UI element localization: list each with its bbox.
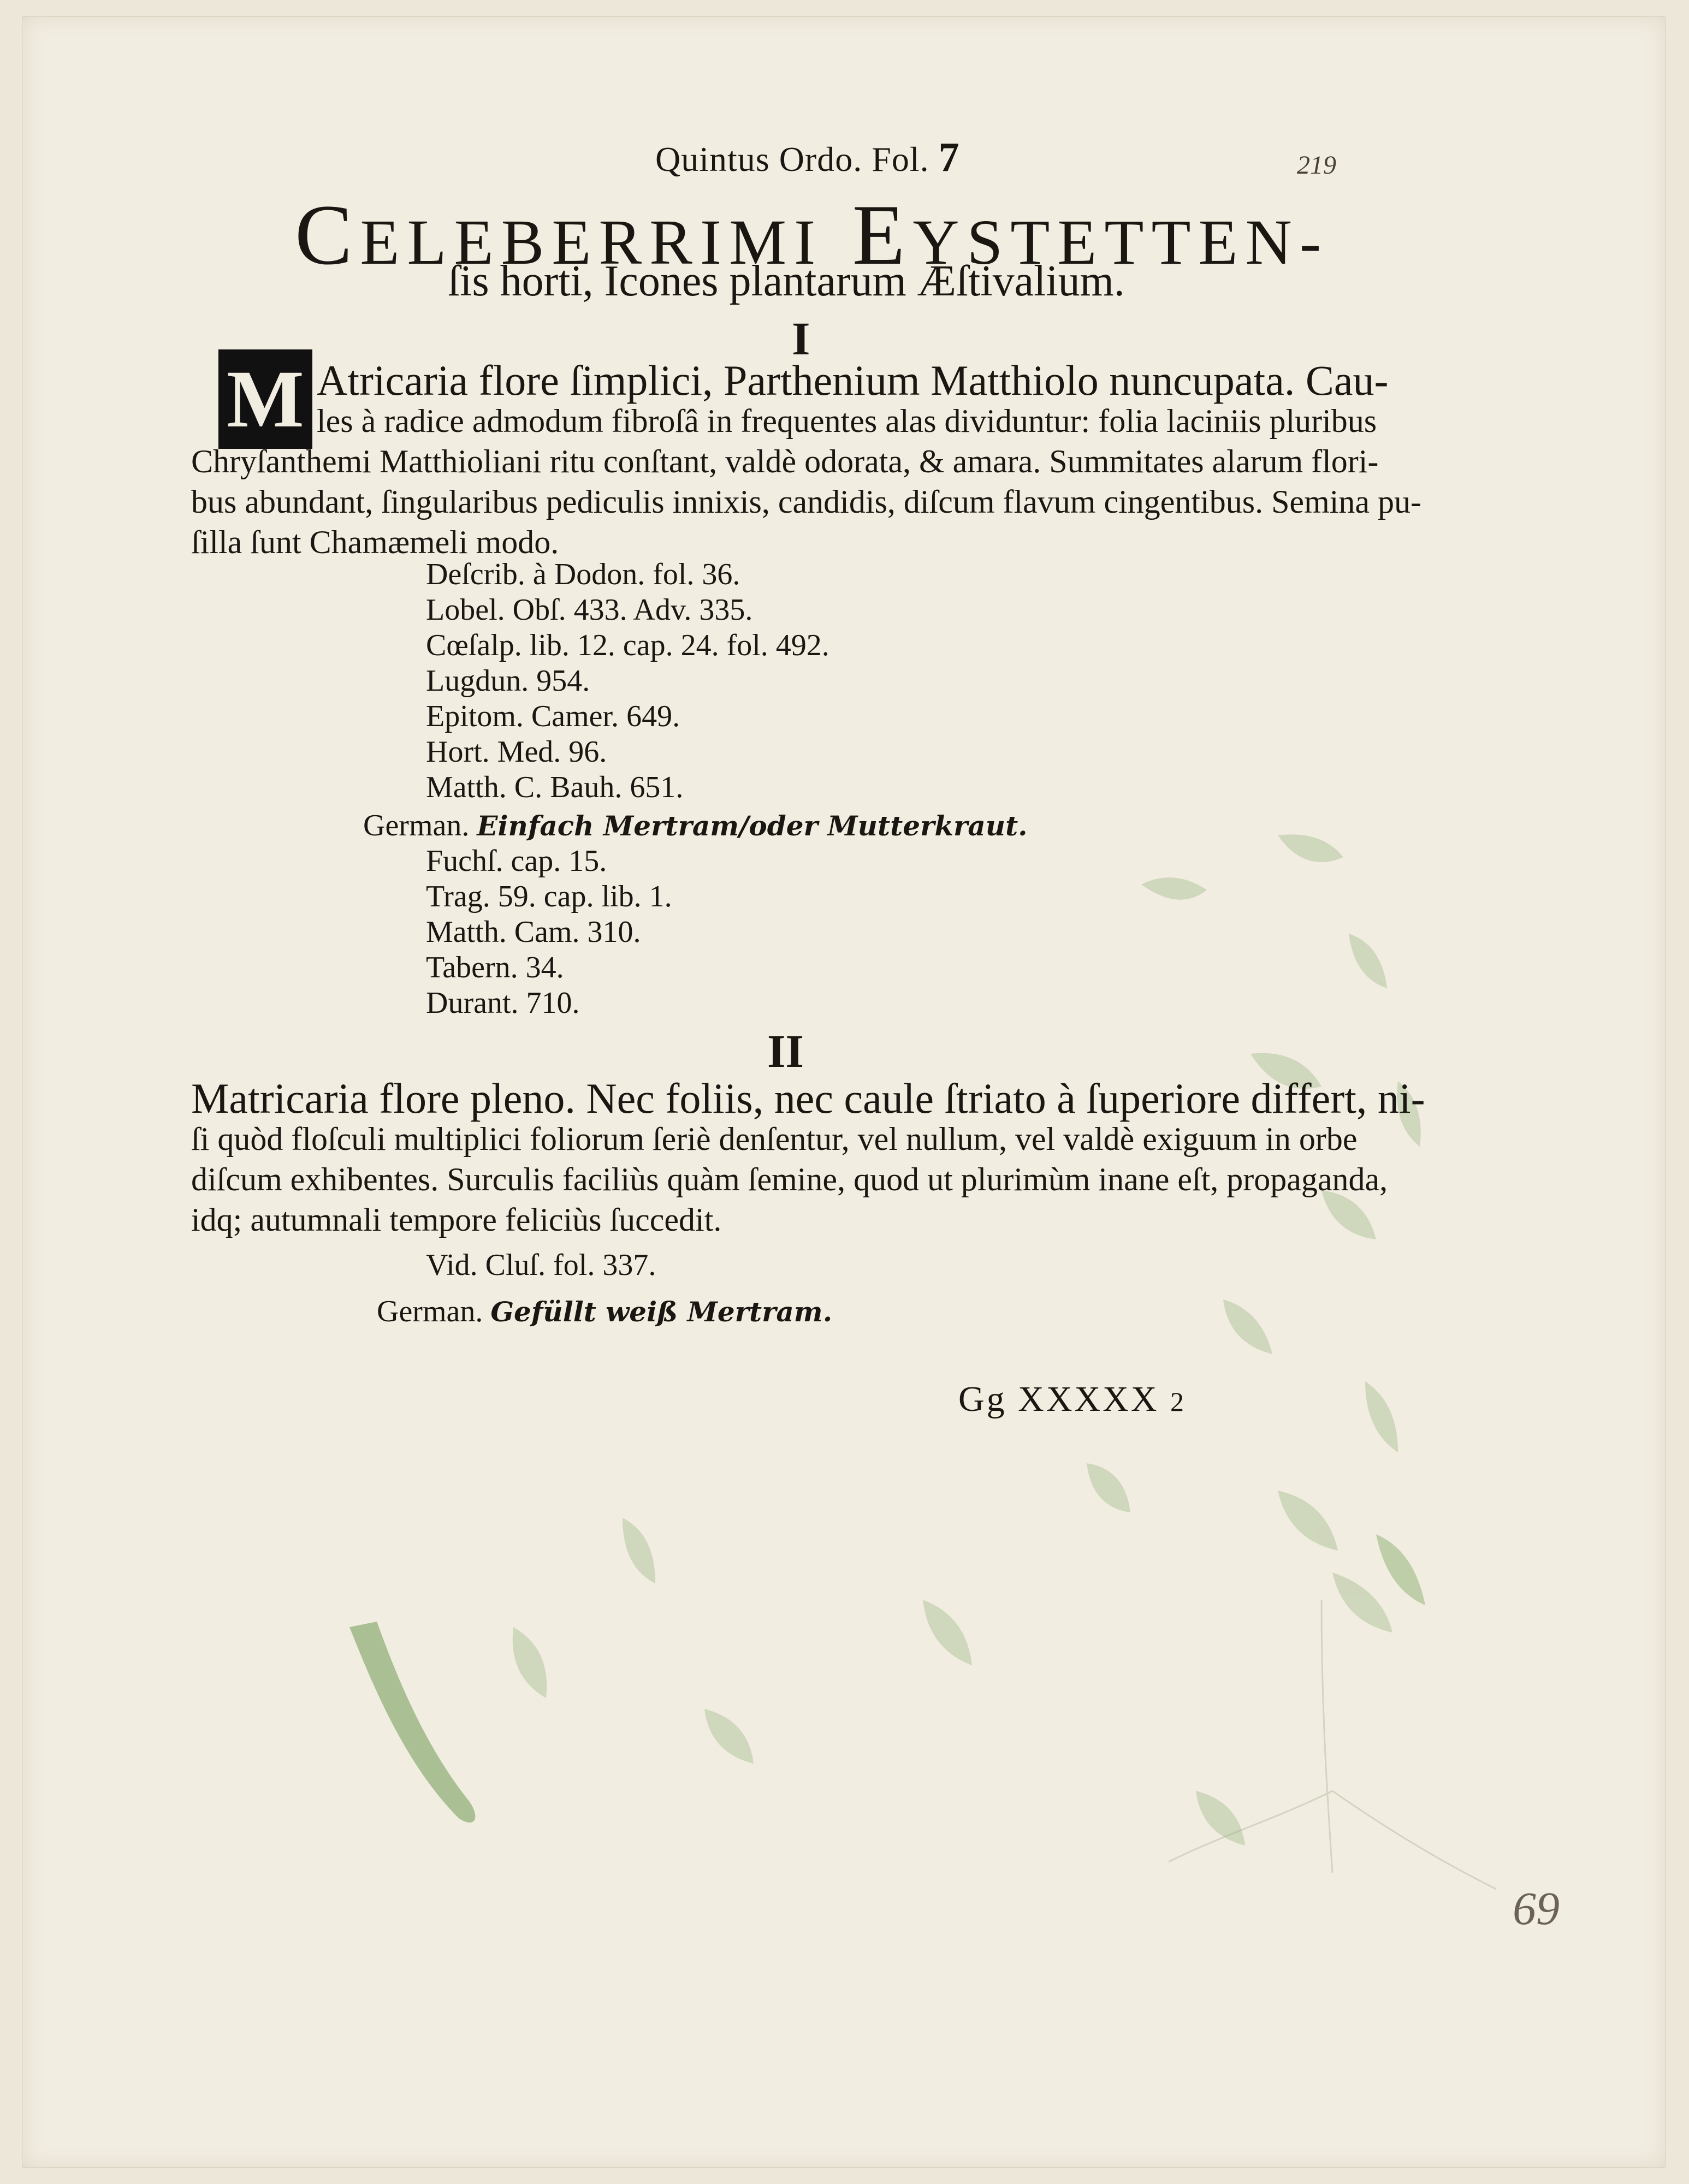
title-word-b: YSTETTEN- [912, 206, 1329, 278]
title-initial-e: E [852, 187, 913, 283]
title-line-2: ſis horti, Icones plantarum Æſtivalium. [448, 257, 1125, 305]
title-word-a: ELEBERRIMI [360, 206, 823, 278]
manuscript-folio-note: 219 [1297, 151, 1336, 180]
header-text: Quintus Ordo. Fol. [655, 140, 929, 179]
reference-item: Tabern. 34. [426, 951, 564, 984]
reference-item: Durant. 710. [426, 986, 580, 1020]
paragraph-line: idq; autumnali tempore feliciùs ſuccedit. [191, 1202, 722, 1238]
paragraph-line: les à radice admodum fibroſâ in frequentes alas dividuntur: folia laciniis pluribus [317, 403, 1377, 439]
german-name-2 [377, 1294, 832, 1329]
signature-text: Gg XXXXX [958, 1379, 1159, 1419]
paragraph-line: ſilla ſunt Chamæmeli modo. [191, 524, 559, 560]
german-common-name: Einfach Mertram/oder Mutterkraut. [477, 810, 1028, 842]
german-label: German. [363, 809, 470, 842]
paragraph-line: diſcum exhibentes. Surculis faciliùs quàm ſemine, quod ut plurimùm inane eſt, propaganda, [191, 1161, 1388, 1197]
paragraph-line: ſi quòd floſculi multiplici foliorum ſeriè denſentur, vel nullum, vel valdè exiguum in orbe [191, 1121, 1358, 1157]
reference-item: Cœſalp. lib. 12. cap. 24. fol. 492. [426, 628, 829, 662]
reference-item: Deſcrib. à Dodon. fol. 36. [426, 557, 740, 591]
title-initial-c: C [295, 187, 360, 283]
reference-item: Lobel. Obſ. 433. Adv. 335. [426, 593, 753, 627]
german-name-1 [363, 808, 1028, 843]
reference-item: Hort. Med. 96. [426, 735, 607, 769]
section-numeral-1: I [792, 312, 810, 365]
section-1-paragraph [191, 357, 1422, 562]
german-label: German. [377, 1295, 483, 1328]
section-2-paragraph [191, 1075, 1425, 1240]
paragraph-line: Chryſanthemi Matthioliani ritu conſtant, valdè odorata, & amara. Summitates alarum flori- [191, 443, 1379, 479]
folio-number: 7 [938, 134, 960, 180]
running-header [655, 134, 960, 181]
reference-item: Matth. C. Bauh. 651. [426, 770, 684, 804]
reference-item: Trag. 59. cap. lib. 1. [426, 880, 672, 913]
paragraph-line: bus abundant, ſingularibus pediculis innixis, candidis, diſcum flavum cingentibus. Semina pu- [191, 484, 1422, 520]
reference-item: Epitom. Camer. 649. [426, 699, 680, 733]
reference-item: Fuchſ. cap. 15. [426, 844, 607, 878]
section-numeral-2: II [767, 1025, 804, 1077]
reference-item: Matth. Cam. 310. [426, 915, 641, 949]
paragraph-line: Matricaria flore pleno. Nec foliis, nec caule ſtriato à ſuperiore differt, ni- [191, 1075, 1425, 1122]
references-list-2 [426, 844, 672, 1021]
signature-number: 2 [1170, 1386, 1186, 1417]
reference-item: Lugdun. 954. [426, 664, 590, 698]
german-common-name: Gefüllt weiß Mertram. [490, 1296, 833, 1328]
decorated-initial: M [218, 349, 312, 449]
signature-mark [958, 1379, 1186, 1420]
paragraph-line: Atricaria flore ſimplici, Parthenium Matthiolo nuncupata. Cau- [317, 357, 1389, 404]
references-list-1 [426, 557, 829, 805]
reference-clusius: Vid. Cluſ. fol. 337. [426, 1248, 656, 1282]
manuscript-number-note: 69 [1513, 1882, 1560, 1934]
